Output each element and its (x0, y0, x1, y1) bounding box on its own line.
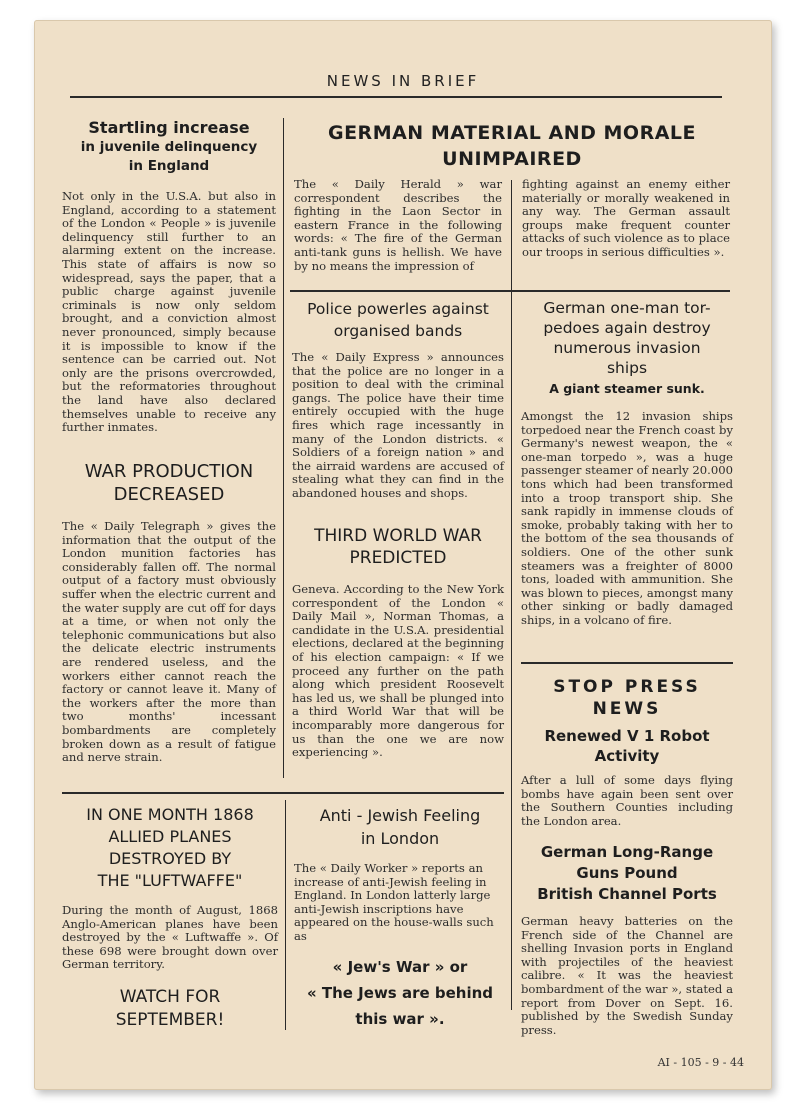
watch-callout: SEPTEMBER! (115, 1009, 225, 1030)
article-body: After a lull of some days flying bombs have again been sent over the Southern Counties including the London area. (521, 773, 733, 828)
article-juvenile-delinquency (62, 118, 276, 435)
article-body: Amongst the 12 invasion ships torpedoed near the French coast by Germany's newest weapon, the « one-man torpedo », was a huge passenger steamer of nearly 20.000 tons which had been transformed into a troop transport ship. She sank rapidly in immense clouds of smoke, probably taking with her to the bottom of the sea thousands of soldiers. One of the other sunk steamers was a freighter of 8000 tons, loaded with ammunition. She was blown to pieces, amongst many other sinking or badly damaged ships, in a volcano of fire. (521, 409, 733, 627)
article-body: The « Daily Worker » reports an increase of anti-Jewish feeling in England. In London latterly large anti-Jewish inscriptions have appeared on the house-walls such as (294, 861, 494, 943)
stop-press-title: NEWS (592, 699, 662, 719)
article-body: German heavy batteries on the French side of the Channel are shelling Invasion ports in England with projectiles of the heaviest calibre. « It was the heaviest bombardment of the war », stated a report from Dover on Sept. 16. published by the Swedish Sunday press. (521, 914, 733, 1037)
article-body-left: The « Daily Herald » war correspondent describes the fighting in the Laon Sector in eastern France in the following words: « The fire of the German anti-tank guns is hellish. We have by no means the impression of (294, 177, 502, 273)
article-title: GERMAN MATERIAL AND MORALE (327, 122, 696, 144)
section-rule (290, 290, 730, 292)
article-title: pedoes again destroy (543, 319, 711, 337)
article-title: British Channel Ports (537, 885, 717, 903)
article-title: WAR PRODUCTION (84, 461, 254, 482)
masthead-rule (70, 96, 722, 98)
article-title: Anti - Jewish Feeling (319, 806, 481, 825)
article-title: THE "LUFTWAFFE" (97, 871, 243, 890)
column-divider (511, 180, 512, 300)
article-one-month (62, 804, 278, 1032)
article-body: The « Daily Express » announces that the police are no longer in a position to deal with the criminal gangs. The police have their time entirely occupied with the huge fires which rage incessantly in many of the London districts. « Soldiers of a foreign nation » and the airraid wardens are accused of stealing what they can find in the abandoned houses and shops. (292, 350, 504, 500)
article-body-right: fighting against an enemy either materially or morally weakened in any way. The German assault groups make frequent counter attacks of such violence as to place our troops in serious difficulties ». (522, 177, 730, 259)
article-anti-jewish (294, 804, 506, 1032)
masthead: NEWS IN BRIEF (326, 72, 480, 90)
column-divider (285, 800, 286, 1030)
article-third-world-war (292, 525, 504, 760)
article-title: Renewed V 1 Robot (544, 727, 710, 745)
article-robot-activity (521, 726, 733, 828)
article-title: numerous invasion (553, 339, 701, 357)
article-title: in juvenile delinquency (80, 139, 258, 155)
column-divider (511, 295, 512, 1010)
section-rule (521, 662, 733, 664)
newspaper-page (34, 20, 772, 1090)
quote-line: « The Jews are behind (306, 983, 494, 1002)
section-rule (62, 792, 504, 794)
article-title: PREDICTED (349, 548, 447, 568)
article-torpedoes (521, 298, 733, 628)
article-title: DECREASED (113, 484, 225, 505)
article-german-material (292, 120, 732, 172)
footer-code: AI - 105 - 9 - 44 (657, 1056, 744, 1069)
article-title: UNIMPAIRED (442, 148, 582, 170)
article-title: Guns Pound (576, 864, 678, 882)
quote-line: this war ». (355, 1009, 445, 1028)
article-body: The « Daily Telegraph » gives the information that the output of the London munition factories has considerably fallen off. The normal output of a factory must obviously suffer when the electric current and the water supply are cut off for days at a time, or when not only the telephonic communications but also the delicate electric instruments are rendered useless, and the workers either cannot reach the factory or cannot leave it. Many of the workers after the more than two months' incessant bombardments are completely broken down as a result of fatigue and nerve strain. (62, 519, 276, 765)
article-title: organised bands (333, 322, 463, 340)
article-police (292, 298, 504, 501)
article-title: IN ONE MONTH 1868 (86, 805, 254, 824)
article-long-range-guns (521, 842, 733, 1037)
article-subtitle: A giant steamer sunk. (549, 381, 705, 396)
article-title: DESTROYED BY (108, 849, 232, 868)
article-body: Not only in the U.S.A. but also in England, according to a statement of the London « People » is juvenile delinquency still further to an alarming extent on the increase. This state of affairs is now so widespread, says the paper, that a public charge against juvenile criminals is now only seldom brought, and a conviction almost never pronounced, simply because it is impossible to know if the sentence can be carried out. Not only are the prisons overcrowded, but the reformatories throughout the land have also declared themselves unable to receive any further inmates. (62, 189, 276, 435)
article-title: Police powerles against (307, 300, 489, 318)
stop-press-heading (521, 676, 733, 720)
article-body: During the month of August, 1868 Anglo-American planes have been destroyed by the « Luftwaffe ». Of these 698 were brought down over German territory. (62, 903, 278, 972)
article-title: ships (606, 359, 648, 377)
article-title: THIRD WORLD WAR (314, 526, 482, 546)
article-title: in England (128, 158, 210, 174)
column-divider (283, 118, 284, 778)
article-war-production (62, 460, 276, 765)
article-title: in London (360, 829, 440, 848)
stop-press-title: STOP PRESS (553, 677, 701, 697)
quote-line: « Jew's War » or (332, 957, 468, 976)
article-title: Startling increase (88, 118, 250, 137)
article-title: German one-man tor- (543, 299, 711, 317)
article-title: ALLIED PLANES (108, 827, 232, 846)
article-body: Geneva. According to the New York correspondent of the London « Daily Mail », Norman Thomas, a candidate in the U.S.A. presidential elections, declared at the beginning of his election campaign: « If we proceed any further on the path along which president Roosevelt has led us, we shall be plunged into a third World War that will be incomparably more dangerous for us than the one we are now experiencing ». (292, 582, 504, 760)
watch-callout: WATCH FOR (119, 986, 221, 1007)
article-title: Activity (594, 747, 660, 765)
article-title: German Long-Range (540, 843, 714, 861)
